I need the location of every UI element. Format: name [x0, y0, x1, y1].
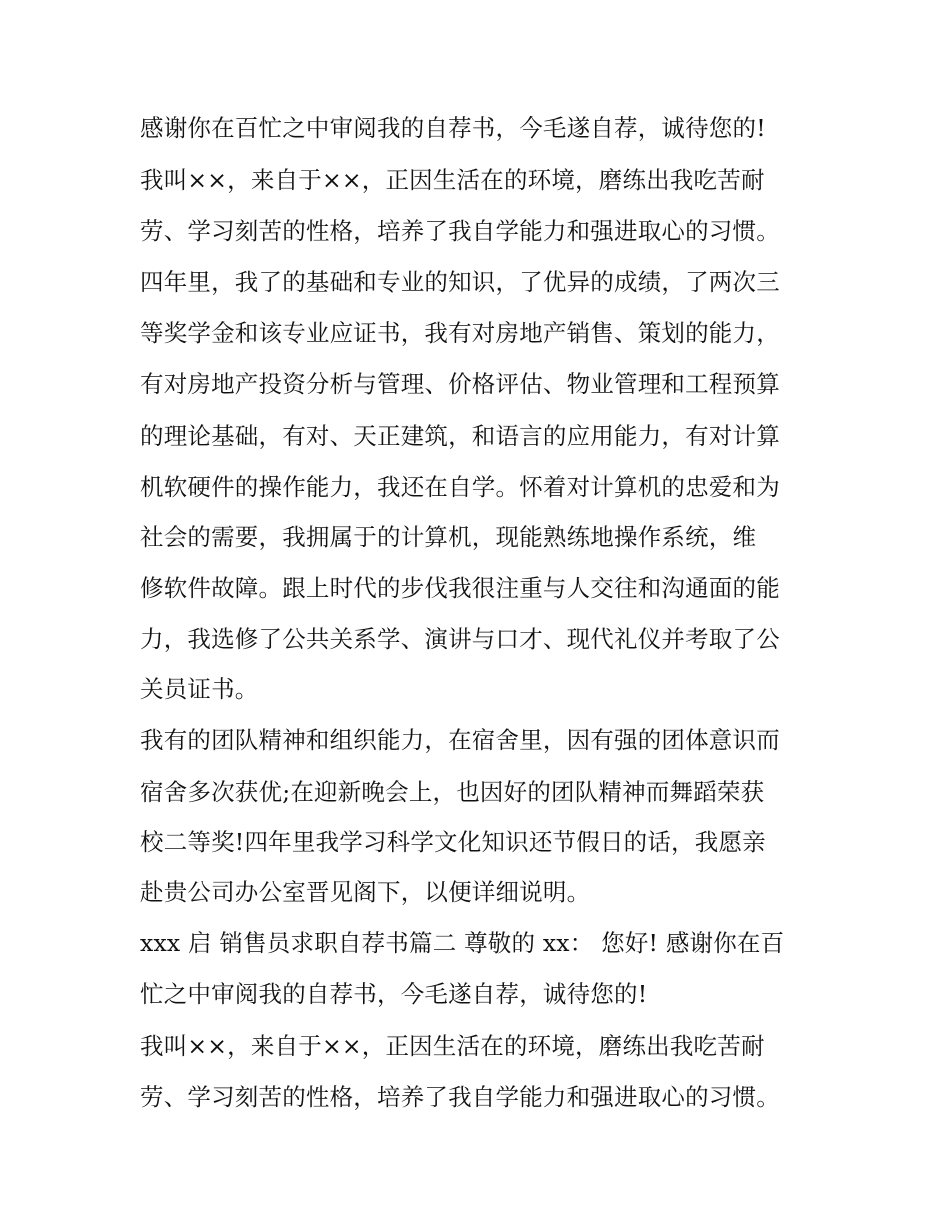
text-line: 修软件故障。跟上时代的步伐我很注重与人交往和沟通面的能	[140, 574, 780, 602]
text-line: 感谢你在百忙之中审阅我的自荐书，今毛遂自荐，诚待您的!	[140, 114, 766, 142]
text-line: 劳、学习刻苦的性格，培养了我自学能力和强进取心的习惯。	[140, 217, 780, 245]
text-line: 忙之中审阅我的自荐书，今毛遂自荐，诚待您的!	[140, 980, 648, 1008]
text-line: 社会的需要，我拥属于的计算机，现能熟练地操作系统，维	[140, 523, 757, 551]
text-line: 力，我选修了公共关系学、演讲与口才、现代礼仪并考取了公	[140, 625, 780, 653]
text-line: 四年里，我了的基础和专业的知识，了优异的成绩，了两次三	[140, 268, 780, 296]
text-line: 等奖学金和该专业应证书，我有对房地产销售、策划的能力，	[140, 319, 780, 347]
text-line: 我有的团队精神和组织能力，在宿舍里，因有强的团体意识而	[140, 726, 780, 754]
text-line: 我叫××，来自于××，正因生活在的环境，磨练出我吃苦耐	[140, 166, 765, 194]
text-line: 宿舍多次获优;在迎新晚会上，也因好的团队精神而舞蹈荣获	[140, 778, 765, 806]
text-line: 赴贵公司办公室晋见阁下，以便详细说明。	[140, 878, 591, 906]
text-line: 劳、学习刻苦的性格，培养了我自学能力和强进取心的习惯。	[140, 1083, 780, 1111]
text-line: 校二等奖!四年里我学习科学文化知识还节假日的话，我愿亲	[140, 828, 766, 856]
text-line: 的理论基础，有对、天正建筑，和语言的应用能力，有对计算	[140, 422, 780, 450]
text-line: 机软硬件的操作能力，我还在自学。怀着对计算机的忠爱和为	[140, 473, 780, 501]
text-line: 我叫××，来自于××，正因生活在的环境，磨练出我吃苦耐	[140, 1032, 765, 1060]
text-line: xxx 启 销售员求职自荐书篇二 尊敬的 xx： 您好! 感谢你在百	[140, 929, 785, 957]
text-line: 有对房地产投资分析与管理、价格评估、物业管理和工程预算	[140, 370, 780, 398]
text-line: 关员证书。	[140, 675, 259, 703]
